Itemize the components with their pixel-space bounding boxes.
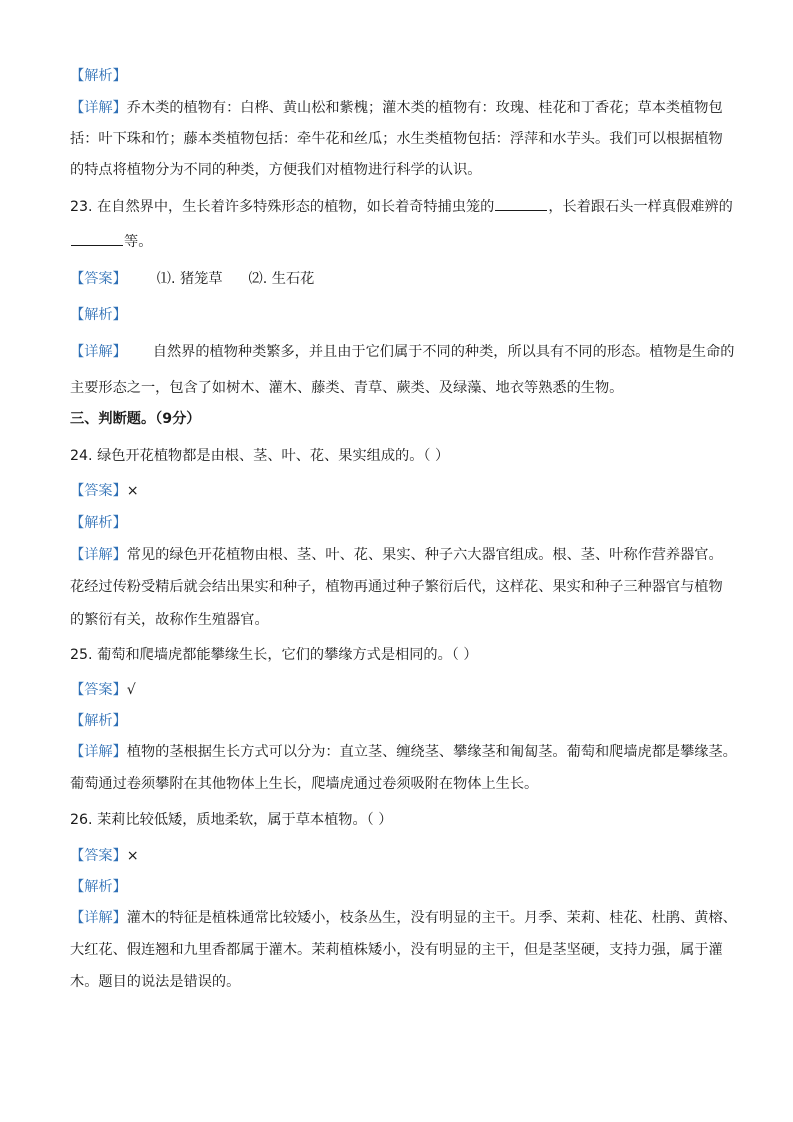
detail-text: 括：叶下珠和竹；藤本类植物包括：牵牛花和丝瓜；水生类植物包括：浮萍和水芋头。我们可以根据植物 xyxy=(70,131,723,147)
question-26 xyxy=(70,810,392,830)
question-25-text: 25. 葡萄和爬墙虎都能攀缘生长，它们的攀缘方式是相同的。（ ） xyxy=(70,647,478,663)
answer-tag: 【答案】 xyxy=(70,848,127,864)
detail-tag: 【详解】 xyxy=(70,100,127,116)
detail-text: 植物的茎根据生长方式可以分为：直立茎、缠绕茎、攀缘茎和匍匐茎。葡萄和爬墙虎都是攀缘茎。 xyxy=(126,744,737,760)
detail-line xyxy=(70,774,538,794)
detail-text: 常见的绿色开花植物由根、茎、叶、花、果实、种子六大器官组成。根、茎、叶称作营养器官。 xyxy=(126,547,723,563)
question-23-text-b: ，长着跟石头一样真假难辨的 xyxy=(548,199,733,215)
answer-line xyxy=(70,481,139,501)
detail-text: 花经过传粉受精后就会结出果实和种子，植物再通过种子繁衍后代，这样花、果实和种子三种器官与植物 xyxy=(70,579,723,595)
analysis-line xyxy=(70,711,127,731)
detail-line xyxy=(70,742,737,762)
detail-line xyxy=(70,908,737,928)
answer-value: × xyxy=(126,483,139,499)
analysis-line xyxy=(70,66,127,86)
detail-tag: 【详解】 xyxy=(70,910,127,926)
analysis-tag: 【解析】 xyxy=(70,713,127,729)
detail-tag: 【详解】 xyxy=(70,744,127,760)
question-23 xyxy=(70,196,733,217)
analysis-line xyxy=(70,305,127,325)
detail-line xyxy=(70,545,723,565)
detail-line xyxy=(70,378,623,398)
question-23-text-c: 等。 xyxy=(124,234,153,250)
analysis-tag: 【解析】 xyxy=(70,307,127,323)
answer-line xyxy=(70,680,136,700)
answer-line xyxy=(70,269,314,289)
answer-line xyxy=(70,846,139,866)
detail-text: 自然界的植物种类繁多，并且由于它们属于不同的种类，所以具有不同的形态。植物是生命的 xyxy=(152,344,735,360)
detail-line xyxy=(70,577,723,597)
detail-line xyxy=(70,972,240,992)
analysis-line xyxy=(70,513,127,533)
answer-value: × xyxy=(126,848,139,864)
detail-line xyxy=(70,129,723,149)
fill-blank-1[interactable] xyxy=(495,196,547,211)
section-heading xyxy=(70,409,200,429)
answer-value: √ xyxy=(126,682,136,698)
detail-text: 的繁衍有关，故称作生殖器官。 xyxy=(70,612,269,628)
detail-text: 大红花、假连翘和九里香都属于灌木。茉莉植株矮小，没有明显的主干，但是茎坚硬，支持力强，属于灌 xyxy=(70,942,723,958)
detail-text: 木。题目的说法是错误的。 xyxy=(70,974,241,990)
detail-line xyxy=(70,98,723,118)
fill-blank-2[interactable] xyxy=(71,231,123,246)
detail-text: 灌木的特征是植株通常比较矮小，枝条丛生，没有明显的主干。月季、茉莉、桂花、杜鹃、黄榕、 xyxy=(126,910,737,926)
detail-text: 乔木类的植物有：白桦、黄山松和紫槐；灌木类的植物有：玫瑰、桂花和丁香花；草本类植物包 xyxy=(126,100,723,116)
analysis-tag: 【解析】 xyxy=(70,515,127,531)
answer-1: ⑴. 猪笼草 xyxy=(156,271,223,287)
detail-text: 主要形态之一，包含了如树木、灌木、藤类、青草、蕨类、及绿藻、地衣等熟悉的生物。 xyxy=(70,380,624,396)
answer-tag: 【答案】 xyxy=(70,682,127,698)
question-23-text-a: 23. 在自然界中，生长着许多特殊形态的植物，如长着奇特捕虫笼的 xyxy=(70,199,495,215)
analysis-line xyxy=(70,877,127,897)
detail-text: 的特点将植物分为不同的种类，方便我们对植物进行科学的认识。 xyxy=(70,162,482,178)
detail-line xyxy=(70,160,481,180)
detail-text: 葡萄通过卷须攀附在其他物体上生长，爬墙虎通过卷须吸附在物体上生长。 xyxy=(70,776,539,792)
detail-tag: 【详解】 xyxy=(70,547,127,563)
analysis-tag: 【解析】 xyxy=(70,879,127,895)
answer-tag: 【答案】 xyxy=(70,483,127,499)
question-23-line2 xyxy=(70,231,152,252)
detail-line xyxy=(70,940,723,960)
answer-2: ⑵. 生石花 xyxy=(248,271,315,287)
question-26-text: 26. 茉莉比较低矮，质地柔软，属于草本植物。（ ） xyxy=(70,812,393,828)
question-25 xyxy=(70,645,478,665)
detail-tag: 【详解】 xyxy=(70,344,127,360)
answer-tag: 【答案】 xyxy=(70,271,127,287)
question-24-text: 24. 绿色开花植物都是由根、茎、叶、花、果实组成的。（ ） xyxy=(70,448,450,464)
section-title: 三、判断题。（9分） xyxy=(70,411,201,427)
detail-line xyxy=(70,342,734,362)
analysis-tag: 【解析】 xyxy=(70,68,127,84)
question-24 xyxy=(70,446,449,466)
detail-line xyxy=(70,610,269,630)
